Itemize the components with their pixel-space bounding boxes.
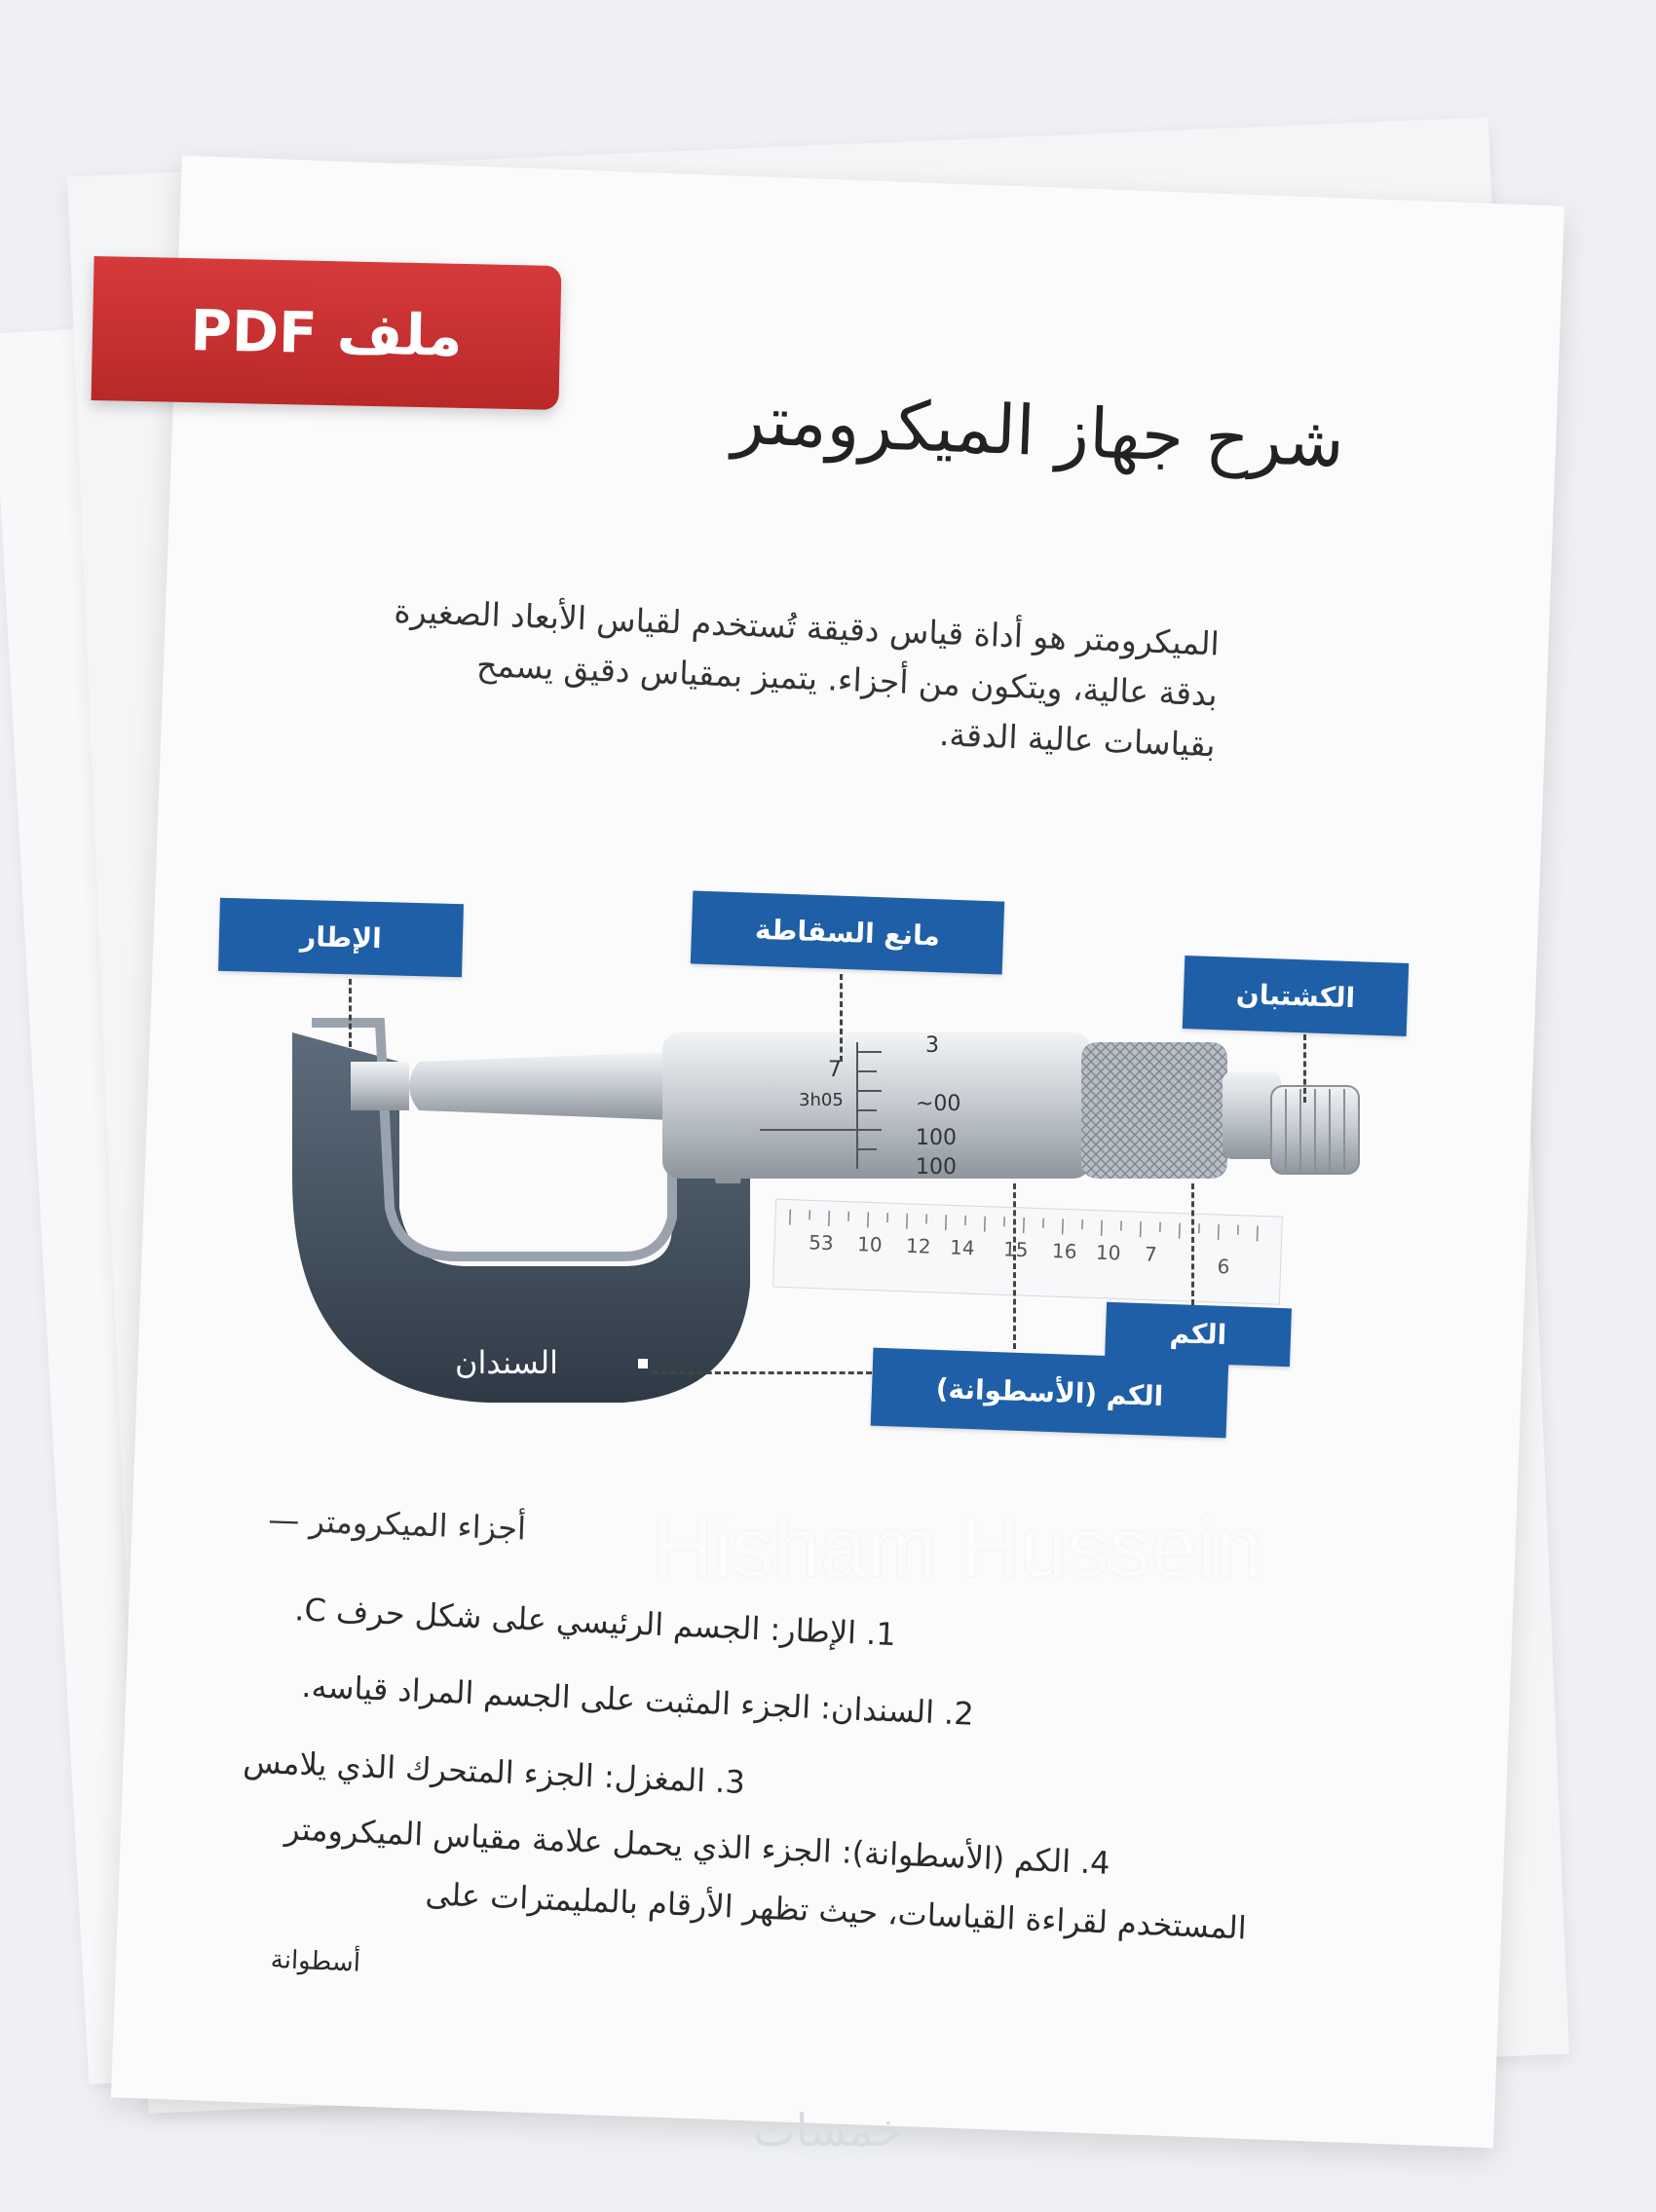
leader-anvil [653, 1371, 872, 1374]
page-title: شرح جهاز الميكرومتر [731, 379, 1346, 483]
sleeve [662, 1032, 1091, 1179]
part-item-2: 2. السندان: الجزء المثبت على الجسم المراد قياسه. [300, 1667, 975, 1733]
label-lock: مانع السقاطة [691, 890, 1004, 974]
sleeve-number: 3h05 [799, 1090, 844, 1110]
leader-frame [349, 979, 352, 1047]
intro-line-3: بقياسات عالية الدقة. [938, 715, 1217, 765]
anvil-label: السندان [454, 1344, 559, 1381]
ruler-number: 12 [905, 1233, 931, 1258]
ruler-number: 7 [1144, 1242, 1158, 1266]
leader-ratchet [1303, 1034, 1306, 1103]
pdf-file-tag: ملف PDF [92, 256, 562, 410]
sleeve-number: 100 [916, 1126, 957, 1150]
sleeve-number: 7 [828, 1058, 842, 1082]
parts-heading: أجزاء الميكرومتر — [267, 1501, 527, 1548]
thimble [1081, 1042, 1227, 1179]
ruler-number: 14 [949, 1235, 975, 1260]
ruler-number: 6 [1217, 1254, 1230, 1279]
label-sleeve: الكم (الأسطوانة) [871, 1348, 1229, 1439]
part-item-4: 4. الكم (الأسطوانة): الجزء الذي يحمل علامة مقياس الميكرومتر [283, 1810, 1111, 1882]
ruler-number: 10 [856, 1232, 884, 1256]
intro-line-1: الميكرومتر هو أداة قياس دقيقة تُستخدم لقياس الأبعاد الصغيرة [393, 591, 1221, 663]
ruler-number: 15 [1002, 1237, 1029, 1262]
intro-line-2: بدقة عالية، ويتكون من أجزاء. يتميز بمقياس دقيق يسمح [475, 645, 1219, 714]
ruler-number: 10 [1095, 1240, 1121, 1265]
part-item-3: 3. المغزل: الجزء المتحرك الذي يلامس [242, 1743, 746, 1801]
watermark-text: Hisham Hussein [653, 1501, 1263, 1594]
sleeve-number: 3 [925, 1033, 939, 1058]
label-frame: الإطار [218, 898, 464, 978]
sleeve-number: 100 [916, 1155, 957, 1180]
leader-sleeve [1013, 1183, 1016, 1349]
leader-lock [840, 974, 843, 1062]
ruler-number: 16 [1051, 1239, 1077, 1263]
part-item-4-continuation-2: أسطوانة [270, 1944, 361, 1978]
anvil-marker [638, 1359, 648, 1368]
part-item-4-continuation: المستخدم لقراءة القياسات، حيث تظهر الأرقام بالمليمترات على [424, 1875, 1248, 1947]
anvil-tip [351, 1062, 409, 1110]
part-item-1: 1. الإطار: الجسم الرئيسي على شكل حرف C. [293, 1591, 897, 1654]
footer-logo-mark: خمسات [753, 2104, 903, 2156]
leader-thimble [1191, 1183, 1194, 1305]
sleeve-number: ~00 [916, 1092, 961, 1116]
label-thimble: الكم [1105, 1302, 1292, 1368]
ruler-number: 53 [808, 1230, 835, 1256]
spindle [409, 1052, 672, 1120]
label-ratchet: الكشتبان [1183, 956, 1409, 1036]
